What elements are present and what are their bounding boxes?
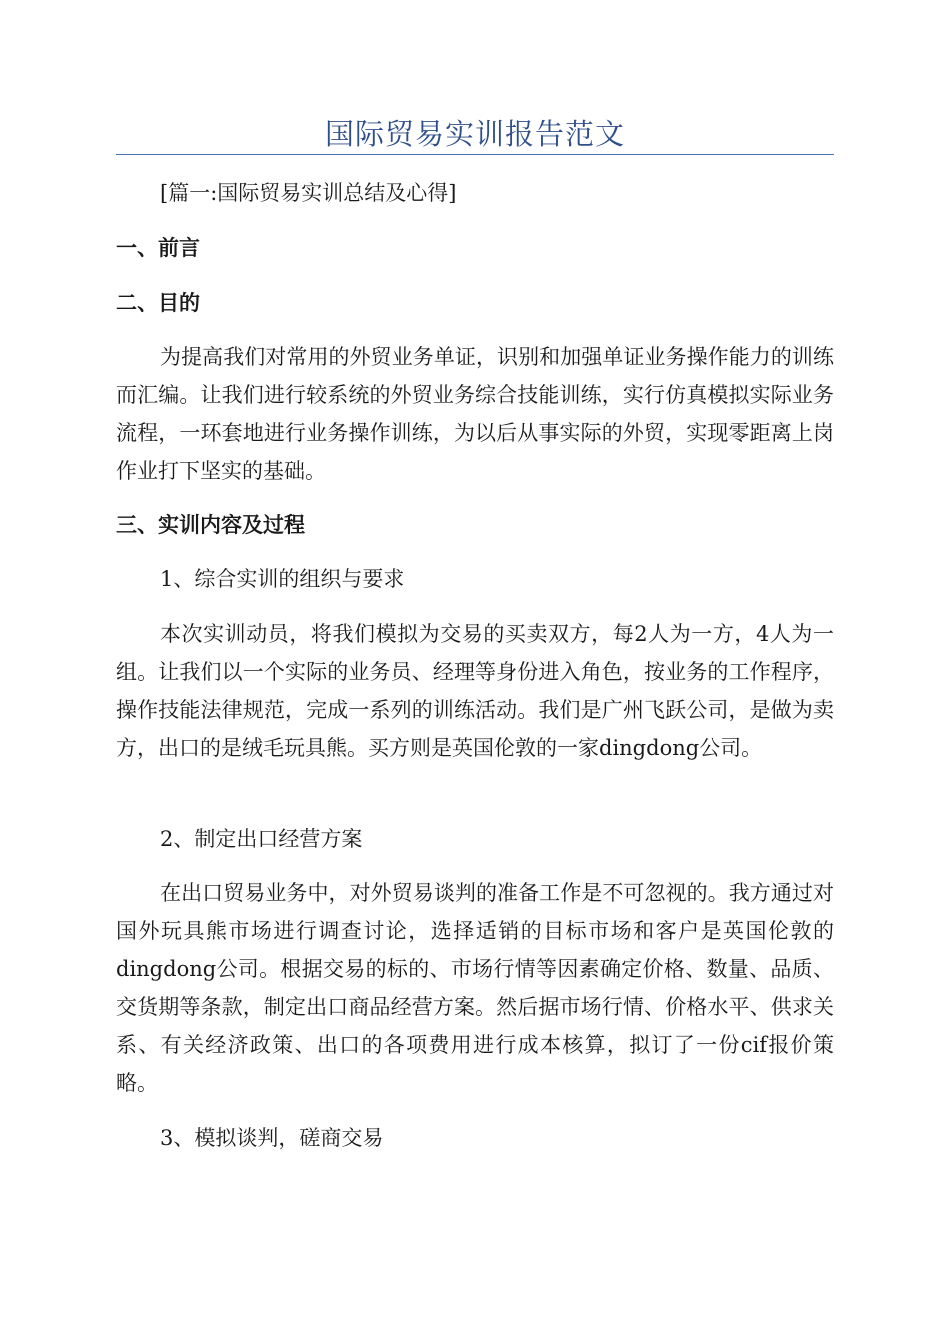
paragraph-item-1: 本次实训动员，将我们模拟为交易的买卖双方，每2人为一方，4人为一组。让我们以一个实际的业务员、经理等身份进入角色，按业务的工作程序，操作技能法律规范，完成一系列的训练活动。我们是广州飞跃公司，是做为卖方，出口的是绒毛玩具熊。买方则是英国伦敦的一家dingdong公司。 [116,622,834,760]
heading-purpose: 二、目的 [116,291,200,315]
paragraph-purpose: 为提高我们对常用的外贸业务单证，识别和加强单证业务操作能力的训练而汇编。让我们进行较系统的外贸业务综合技能训练，实行仿真模拟实际业务流程，一环套地进行业务操作训练，为以后从事实际的外贸，实现零距离上岗作业打下坚实的基础。 [116,345,834,483]
article-subtitle: [篇一:国际贸易实训总结及心得] [160,181,457,205]
item-3-title: 3、模拟谈判，磋商交易 [160,1126,384,1150]
item-1-title: 1、综合实训的组织与要求 [160,567,405,591]
document-title: 国际贸易实训报告范文 [324,117,625,151]
paragraph-item-2: 在出口贸易业务中，对外贸易谈判的准备工作是不可忽视的。我方通过对国外玩具熊市场进行调查讨论，选择适销的目标市场和客户是英国伦敦的dingdong公司。根据交易的标的、市场行情等因素确定价格、数量、品质、交货期等条款，制定出口商品经营方案。然后据市场行情、价格水平、供求关系、有关经济政策、出口的各项费用进行成本核算，拟订了一份cif报价策略。 [116,881,834,1095]
item-2-title: 2、制定出口经营方案 [160,827,363,851]
heading-preface: 一、前言 [116,236,200,260]
title-underline [116,154,834,155]
heading-content: 三、实训内容及过程 [116,513,305,537]
